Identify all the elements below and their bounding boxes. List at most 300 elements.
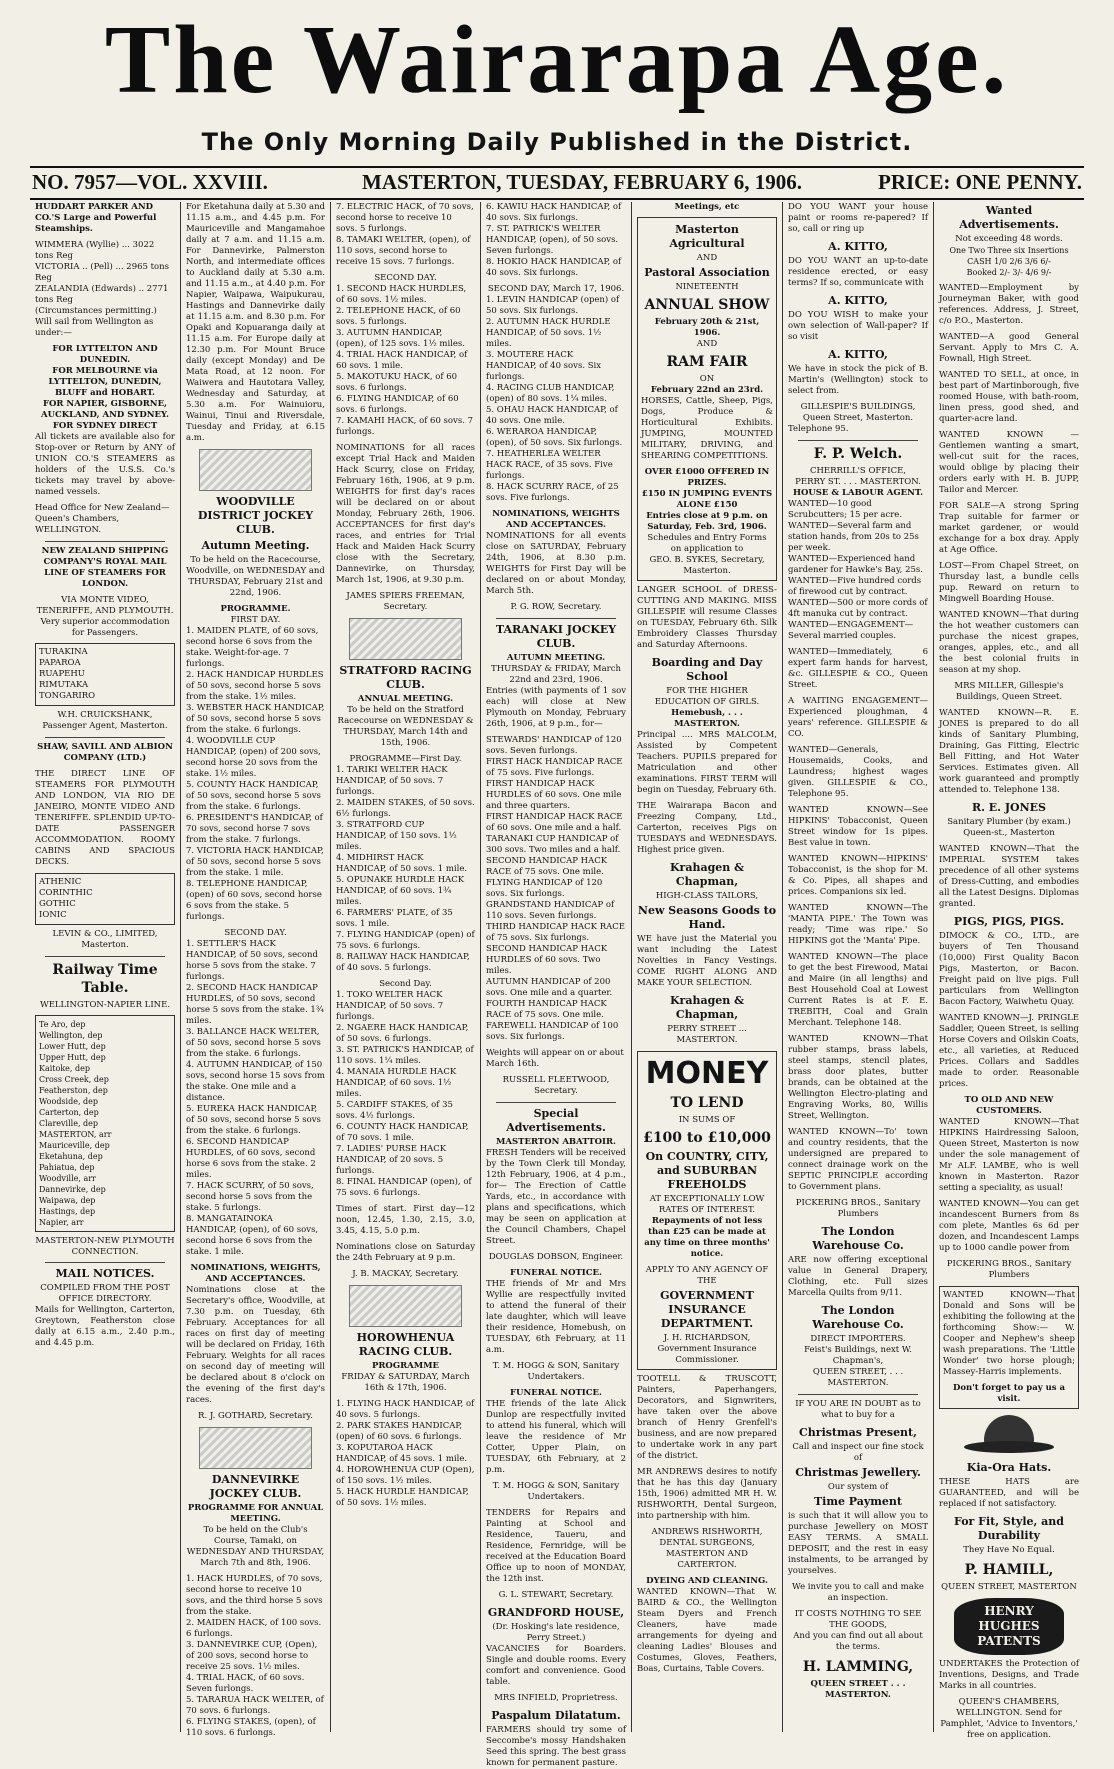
kitto-text: We have in stock the pick of B. Martin's (Wellington) stock to select from.	[788, 364, 928, 396]
xmas-invite: We invite you to call and make an inspection.	[792, 1582, 924, 1603]
race-entry: 3. MOUTERE HACK HANDICAP, of 40 sovs. Six furlongs.	[486, 350, 602, 382]
column-7	[933, 202, 1084, 1740]
show-and: AND	[696, 253, 718, 263]
show-advertisement	[637, 217, 777, 581]
show-signature: GEO. B. SYKES, Secretary, Masterton.	[649, 555, 765, 576]
race-entry: 7. VICTORIA HACK HANDICAP, of 50 sovs, second horse 5 sovs from the stake. 1 mile.	[186, 846, 324, 878]
ram-fair-on: ON	[699, 374, 715, 384]
shipping-line: VICTORIA .. (Pell) ... 2965 tons Reg	[35, 262, 169, 283]
krahagen-season: New Seasons Goods to Hand.	[637, 904, 777, 931]
station: Upper Hutt, dep	[39, 1053, 106, 1062]
xmas-text: is such that it will allow you to purchase Jewellery on MOST EASY TERMS. A SMALL DEPOSIT, and the rest in easy instalments, to be arranged by yourselves.	[788, 1511, 928, 1576]
show-dates: February 20th & 21st, 1906.	[654, 317, 760, 338]
mail-text: Mails for Wellington, Carterton, Greytown, Featherston close daily at 6.15 a.m., 2.40 p.m., and 4.45 p.m.	[35, 1305, 175, 1348]
race-entry: 3. DANNEVIRKE CUP, (Open), of 200 sovs, second horse to receive 25 sovs. 1½ miles.	[186, 1640, 318, 1672]
nzsc-heading: NEW ZEALAND SHIPPING COMPANY'S ROYAL MAIL LINE OF STEAMERS FOR LONDON.	[41, 546, 169, 589]
race-entry: 7. ELECTRIC HACK, of 70 sovs, second horse to receive 10 sovs. 5 furlongs.	[336, 202, 474, 234]
shipping-vessels	[35, 240, 175, 339]
route-heading: FOR SYDNEY DIRECT	[52, 421, 158, 431]
boarding-heading: Boarding and Day School	[651, 656, 763, 683]
list-item: MRS MILLER, Gillespie's Buildings, Queen Street.	[954, 681, 1064, 702]
station: Mauriceville, dep	[39, 1141, 110, 1150]
patents-text: UNDERTAKES the Protection of Inventions, Designs, and Trade Marks in all countries.	[939, 1659, 1079, 1691]
xmas-costs: IT COSTS NOTHING TO SEE THE GOODS,	[794, 1609, 922, 1630]
race-entry: 4. HOROWHENUA CUP (Open), of 150 sovs. 1½ miles.	[336, 1465, 475, 1486]
secretary-signature: R. J. GOTHARD, Secretary.	[198, 1411, 313, 1421]
shaw-heading: SHAW, SAVILL AND ALBION COMPANY (LTD.)	[37, 742, 173, 763]
race-entry: 6. WERAROA HANDICAP, (open), of 50 sovs. Six furlongs.	[486, 427, 623, 448]
station: Wellington, dep	[39, 1031, 103, 1040]
race-entry: 6. FARMERS' PLATE, of 35 sovs. 1 mile.	[336, 908, 453, 929]
list-item: WANTED KNOWN—That during the hot weather customers can purchase the nicest grapes, oranges, apples, etc., and all the best colonial fruits in season at my shop.	[939, 610, 1079, 675]
hipkins-text: WANTED KNOWN—That HIPKINS Hairdressing Saloon, Queen Street, Masterton is now under the sole management of Mr ALF. LAMBE, who is well known in Masterton. Razor setting a speciality, as usual!	[939, 1117, 1079, 1193]
xmas-find: And you can find out all about the terms.	[793, 1631, 923, 1652]
column-1	[30, 202, 180, 1732]
bottom-rule	[30, 198, 1084, 200]
krahagen-subheading: HIGH-CLASS TAILORS,	[655, 891, 759, 901]
race-entry: 4. MANAIA HURDLE HACK HANDICAP, of 60 sovs. 1½ miles.	[336, 1067, 457, 1099]
london-subheading: DIRECT IMPORTERS.	[810, 1334, 906, 1344]
times-text: Times of start. First day—12 noon, 12.45, 1.30, 2.15, 3.0, 3.45, 4.15, 5.0 p.m.	[336, 1204, 475, 1236]
station: Waipawa, dep	[39, 1196, 96, 1205]
steamer-name: GOTHIC	[39, 899, 76, 909]
ram-fair-title: RAM FAIR	[666, 354, 748, 370]
race-entry: 5. CARDIFF STAKES, of 35 sovs. 4½ furlongs.	[336, 1100, 453, 1121]
boarding-place: Hemebush, . . . MASTERTON.	[671, 708, 743, 729]
race-entry: 8. FINAL HANDICAP (open), of 75 sovs. 6 furlongs.	[336, 1177, 472, 1198]
list-item: WANTED—ENGAGEMENT—Several married couples.	[788, 620, 914, 641]
list-item: FOR SALE—A strong Spring Trap suitable for farmer or market gardener, or would exchange for a box dray. Apply at Age Office.	[939, 501, 1079, 555]
wanted-ads-heading: Wanted Advertisements.	[959, 204, 1059, 231]
shaw-steamer-table	[35, 873, 175, 925]
issue-info-bar	[32, 170, 1082, 196]
shipping-note: All tickets are available also for Stop-over or Return by ANY of UNION CO.'S STEAMERS as holders of the U.S.S. Co.'s tickets may travel by above-named vessels.	[35, 432, 175, 497]
london-text: ARE now offering exceptional value in General Drapery, Clothing, etc. Full sizes Marcella Quilts from 9/11.	[788, 1255, 928, 1298]
shaw-text: THE DIRECT LINE OF STEAMERS FOR PLYMOUTH AND LONDON, VIA RIO DE JANEIRO, MONTE VIDEO AND TENERIFFE. SPLENDID UP-TO-DATE PASSENGER ACCOMMODATION. ROOMY CABINS AND SPACIOUS DECKS.	[35, 769, 176, 867]
money-rates: AT EXCEPTIONALLY LOW RATES OF INTEREST.	[649, 1194, 765, 1215]
race-entry: 3. ST. PATRICK'S HANDICAP, of 110 sovs. 1¼ miles.	[336, 1045, 474, 1066]
horowhenua-heading: HOROWHENUA RACING CLUB.	[356, 1331, 455, 1358]
kitto-text: DO YOU WANT an up-to-date residence erected, or easy terms? If so, communicate with	[788, 256, 928, 288]
race-entry: 7. LADIES' PURSE HACK HANDICAP, of 20 sovs. 5 furlongs.	[336, 1144, 447, 1176]
list-item: WANTED KNOWN—HIPKINS' Tobacconist, is the shop for M. & Co. Pipes, all shapes and prices. Companions six led.	[788, 854, 928, 897]
railway-timetable	[35, 1015, 175, 1232]
dannevirke-heading: DANNEVIRKE JOCKEY CLUB.	[209, 1473, 302, 1500]
funeral-heading: FUNERAL NOTICE.	[510, 1388, 602, 1398]
list-item: WANTED KNOWN—That rubber stamps, brass labels, steel stamps, stencil plates, brass door plates, butter brands, can be obtained at the Wellington Electro-plating and Engraving Works, 80, Willis Street, Wellington.	[788, 1034, 928, 1121]
shaw-agent: LEVIN & CO., LIMITED, Masterton.	[52, 929, 158, 950]
race-entry: 4. TRIAL HACK, of 60 sovs. Seven furlongs.	[186, 1673, 305, 1694]
race-entry: 6. PRESIDENT'S HANDICAP, of 70 sovs, second horse 7 sovs from the stake. 7 furlongs.	[186, 813, 323, 845]
money-heading-2: TO LEND	[670, 1095, 744, 1111]
station: Eketahuna, dep	[39, 1152, 103, 1161]
station: Dannevirke, dep	[39, 1185, 106, 1194]
divider	[798, 1394, 918, 1395]
kitto-name: A. KITTO,	[828, 348, 888, 361]
welch-subheading: CHERRILL'S OFFICE,	[810, 466, 906, 476]
station: Clareville, dep	[39, 1119, 98, 1128]
donald-text: WANTED KNOWN—That Donald and Sons will be exhibiting the following at the forthcoming Show:— W. Cooper and Nephew's sheep wash preparations. The 'Little Wonder' two horse plough; Massey-Harris implements.	[943, 1290, 1075, 1377]
list-item: WANTED—Five hundred cords of firewood cut by contract.	[788, 576, 922, 597]
jones-text: WANTED KNOWN—R. E. JONES is prepared to do all kinds of Sanitary Plumbing, Draining, Gas Fitting, Electric Bell Fitting, and Hot Water Services. Estimates given. All work guaranteed and promptly attended to. Telephone 138.	[939, 708, 1079, 795]
secretary-signature: P. G. ROW, Secretary.	[510, 602, 602, 612]
railway-subheading-2: MASTERTON-NEW PLYMOUTH CONNECTION.	[35, 1236, 175, 1257]
boarding-text: Principal .... MRS MALCOLM, Assisted by Competent Teachers. PUPILS prepared for Matriculation and other examinations. FIRST TERM will begin on Tuesday, February 6th.	[637, 730, 777, 795]
list-item: LOST—From Chapel Street, on Thursday last, a bundle cells pup. Reward on return to Mingwell Boarding House.	[939, 561, 1079, 604]
kitto-name: A. KITTO,	[828, 240, 888, 253]
column-4	[480, 202, 631, 1768]
dimock-text: DIMOCK & CO., LTD., are buyers of Ten Thousand (10,000) First Quality Bacon Pigs, Masterton, or Bacon. Freight paid on live pigs. Full particulars from Wellington Bacon Factory, Waiwhetu Quay.	[939, 931, 1079, 1007]
race-entry: 6. FLYING STAKES, (open), of 110 sovs. 6 furlongs.	[186, 1717, 316, 1738]
london-address: Feist's Buildings, next W. Chapman's,	[804, 1345, 912, 1366]
hamill-address: QUEEN STREET, MASTERTON	[941, 1582, 1077, 1592]
money-sums: IN SUMS OF	[678, 1115, 736, 1125]
list-item: WANTED TO SELL, at once, in best part of Martinborough, five roomed House, with bath-room, linen press, good shed, and quarter-acre land.	[939, 370, 1079, 424]
race-entry: FOURTH HANDICAP HACK RACE of 75 sovs. One mile.	[486, 999, 607, 1020]
kiaora-fit: For Fit, Style, and Durability	[954, 1515, 1064, 1542]
secretary-signature: JAMES SPIERS FREEMAN, Secretary.	[346, 591, 465, 612]
nzsc-note: Very superior accommodation for Passengers.	[40, 617, 170, 638]
race-entry: 1. LEVIN HANDICAP (open) of 50 sovs. Six furlongs.	[486, 295, 620, 316]
dress-cutting-text: LANGER SCHOOL of DRESS-CUTTING AND MAKING. MISS GILLESPIE will resume Classes on TUESDAY, February 6th. Silk Embroidery Classes Thursday and Saturday Afternoons.	[637, 585, 777, 650]
race-entry: AUTUMN HANDICAP of 200 sovs. One mile and a quarter.	[486, 977, 613, 998]
steamer-name: CORINTHIC	[39, 888, 93, 898]
kitto-text: DO YOU WANT your house paint or rooms re-papered? If so, call or ring up	[788, 202, 928, 234]
race-entry: FIRST HACK HANDICAP RACE of 75 sovs. Five furlongs.	[486, 757, 623, 778]
steamer-name: RUAPEHU	[39, 669, 85, 679]
issue-place-date: MASTERTON, TUESDAY, FEBRUARY 6, 1906.	[362, 170, 803, 194]
show-prizes: OVER £1000 OFFERED IN PRIZES.	[644, 467, 770, 488]
railway-heading: Railway Time Table.	[52, 962, 158, 996]
andrews-signature: ANDREWS RISHWORTH, DENTAL SURGEONS, MASTERTON AND CARTERTON.	[651, 1527, 763, 1570]
divider	[45, 541, 165, 542]
race-entry: 1. FLYING HACK HANDICAP, of 40 sovs. 5 furlongs.	[336, 1399, 475, 1420]
paspalum-heading: Paspalum Dilatatum.	[491, 1709, 621, 1722]
london-street: QUEEN STREET, . . . MASTERTON.	[812, 1367, 904, 1388]
xmas-system: Our system of	[827, 1482, 889, 1492]
stratford-subheading: ANNUAL MEETING.	[357, 694, 454, 704]
race-entry: 6. KAWIU HACK HANDICAP, of 40 sovs. Six furlongs.	[486, 202, 622, 223]
tenders-text: TENDERS for Repairs and Painting at School and Residence, Taueru, and Residence, Fernridge, will be received at the Education Board Office up to noon of MONDAY, the 12th inst.	[486, 1508, 626, 1584]
money-heading: MONEY	[645, 1056, 769, 1091]
funeral-signature: T. M. HOGG & SON, Sanitary Undertakers.	[492, 1361, 620, 1382]
racehorse-illustration	[199, 449, 312, 491]
divider	[45, 737, 165, 738]
race-entry: 8. MANGATAINOKA HANDICAP, (open), of 60 sovs, second horse 6 sovs from the stake. 1 mile.	[186, 1214, 319, 1257]
show-ordinal: NINETEENTH	[675, 282, 739, 292]
abattoir-text: FRESH Tenders will be received by the Town Clerk till Monday, 12th February, 1906, at 4 p.m., for— The Erection of Cattle Yards, etc., in accordance with plans and specifications, which may be seen on application at the Council Chambers, Chapel Street.	[486, 1148, 626, 1246]
andrews-text: MR ANDREWS desires to notify that he has this day (January 15th, 1906) admitted MR H. W. RISHWORTH, Dental Surgeon, into partnership with him.	[637, 1467, 777, 1521]
issue-number: NO. 7957—VOL. XXVIII.	[32, 170, 268, 194]
patents-address: QUEEN'S CHAMBERS, WELLINGTON. Send for Pamphlet, 'Advice to Inventors,' free on application.	[940, 1697, 1078, 1740]
column-2	[180, 202, 330, 1738]
grandford-signature: MRS INFIELD, Proprietress.	[494, 1693, 618, 1703]
station: Te Aro, dep	[39, 1020, 86, 1029]
list-item: WANTED—Employment by Journeyman Baker, with good references. Address, J. Street, c/o P.O., Masterton.	[939, 283, 1079, 326]
nominations-text: NOMINATIONS for all races except Trial Hack and Maiden Hack Scurry, close on Friday, February 16th, 1906, at 9 p.m. WEIGHTS for first day's races will be declared on or about Monday, February 26th, 1906. ACCEPTANCES for first day's races, and entries for Trial Hack and Maiden Hack Scurry close with the Secretary, Dannevirke, on Thursday, March 1st, 1906, at 9.30 p.m.	[336, 443, 475, 585]
nzsc-route: VIA MONTE VIDEO, TENERIFFE, AND PLYMOUTH.	[36, 595, 174, 616]
steamer-name: PAPAROA	[39, 658, 81, 668]
station: Kaitoke, dep	[39, 1064, 90, 1073]
wanted-ads-list	[939, 283, 1079, 703]
racehorse-illustration	[349, 618, 462, 660]
pickering-signature: PICKERING BROS., Sanitary Plumbers	[946, 1259, 1072, 1280]
woodville-text: To be held on the Racecourse, Woodville, on WEDNESDAY and THURSDAY, February 21st and 22nd, 1906.	[186, 555, 325, 598]
lamming-address: QUEEN STREET . . . MASTERTON.	[810, 1679, 906, 1700]
race-entry: 2. MAIDEN STAKES, of 50 sovs. 6½ furlongs.	[336, 798, 475, 819]
hamill-name: P. HAMILL,	[964, 1562, 1054, 1578]
column-5	[631, 202, 782, 1732]
race-entry: FLYING HANDICAP of 120 sovs. Six furlongs.	[486, 878, 603, 899]
kitto-telephone: Telephone 95.	[788, 424, 849, 434]
race-entry: 1. TARIKI WELTER HACK HANDICAP, of 50 sovs. 7 furlongs.	[336, 765, 448, 797]
second-day-label: Second Day.	[379, 979, 432, 989]
race-entry: 2. SECOND HACK HANDICAP HURDLES, of 50 sovs, second horse 5 sovs from the stake. 1¾ miles.	[186, 983, 324, 1026]
money-on: On COUNTRY, CITY, and SUBURBAN FREEHOLDS	[645, 1150, 769, 1191]
list-item: WANTED KNOWN—The 'MANTA PIPE.' The Town was ready; 'Time was ripe.' So HIPKINS got the 'Manta' Pipe.	[788, 903, 928, 946]
race-entry: 5. OHAU HACK HANDICAP, of 40 sovs. One mile.	[486, 405, 618, 426]
top-rule	[30, 166, 1084, 168]
list-item: WANTED—Experienced hand gardener for Hawke's Bay, 25s.	[788, 554, 923, 575]
race-entry: 4. TRIAL HACK HANDICAP, of 60 sovs. 1 mile.	[336, 350, 468, 371]
dont-forget: Don't forget to pay us a visit.	[952, 1383, 1066, 1404]
steamer-name: ATHENIC	[39, 877, 82, 887]
programme-first-label: PROGRAMME—First Day.	[349, 754, 462, 764]
race-entry: 5. COUNTY HACK HANDICAP, of 50 sovs, second horse 5 sovs from the stake. 6 furlongs.	[186, 780, 321, 812]
race-list	[336, 990, 475, 1199]
second-day-label: SECOND DAY.	[224, 928, 287, 938]
divider	[496, 1102, 616, 1103]
pringle-text: WANTED KNOWN—J. PRINGLE Saddler, Queen Street, is selling Horse Covers and Oilskin Coats, etc., all varieties, at Reduced Prices. Collars and Saddles made to order. Reasonable prices.	[939, 1013, 1079, 1089]
london-heading: The London Warehouse Co.	[812, 1225, 904, 1252]
race-entry: 1. TOKO WELTER HACK HANDICAP, of 50 sovs. 7 furlongs.	[336, 990, 444, 1022]
list-item: WANTED—Immediately, 6 expert farm hands for harvest, &c. GILLESPIE & CO., Queen Street.	[788, 647, 928, 690]
taranaki-dates: THURSDAY & FRIDAY, March 22nd and 23rd, 1906.	[491, 664, 621, 685]
money-repayments: Repayments of not less than £25 can be made at any time on three months' notice.	[644, 1216, 770, 1259]
krahagen-footer: Krahagen & Chapman,	[669, 994, 745, 1021]
horowhenua-text: FRIDAY & SATURDAY, March 16th & 17th, 1906.	[341, 1372, 470, 1393]
station: MASTERTON, arr	[39, 1130, 112, 1139]
race-entry: THIRD HANDICAP HACK RACE of 75 sovs. Six furlongs.	[486, 922, 625, 943]
horse-illustration	[349, 1285, 462, 1327]
race-list	[486, 735, 626, 1043]
paspalum-text: FARMERS should try some of Seccombe's mossy Handshaken Seed this spring. The best grass known for permanent pasture.	[486, 1725, 626, 1768]
meetings-heading: Meetings, etc	[674, 202, 740, 212]
race-entry: SECOND HANDICAP HACK RACE of 75 sovs. One mile.	[486, 856, 608, 877]
route-heading: FOR MELBOURNE via LYTTELTON, DUNEDIN, BLUFF and HOBART.	[48, 366, 162, 398]
shipping-line: WIMMERA (Wyllie) ... 3022 tons Reg	[35, 240, 155, 261]
nzsc-steamer-table	[35, 643, 175, 706]
station: Featherston, dep	[39, 1086, 108, 1095]
race-list	[336, 765, 475, 974]
money-department: GOVERNMENT INSURANCE DEPARTMENT.	[660, 1289, 754, 1330]
programme-label: PROGRAMME.	[220, 604, 291, 614]
race-entry: 4. RACING CLUB HANDICAP, (open) of 80 sovs. 1¼ miles.	[486, 383, 615, 404]
tootell-text: TOOTELL & TRUSCOTT, Painters, Paperhangers, Decorators, and Signwriters, have taken over the above branch of Henry Grenfell's business, and are now prepared to undertake work in any part of the district.	[637, 1374, 777, 1461]
stratford-heading: STRATFORD RACING CLUB.	[339, 664, 472, 691]
dyeing-heading: DYEING AND CLEANING.	[646, 1576, 768, 1586]
race-entry: 8. TAMAKI WELTER, (open), of 110 sovs, second horse to receive 15 sovs. 7 furlongs.	[336, 235, 471, 267]
jones-signature: R. E. JONES	[971, 801, 1046, 814]
tenders-signature: G. L. STEWART, Secretary.	[498, 1590, 614, 1600]
nominations-heading: NOMINATIONS, WEIGHTS, AND ACCEPTANCES.	[190, 1263, 321, 1284]
london-heading-2: The London Warehouse Co.	[812, 1304, 904, 1331]
race-entry: 1. MAIDEN PLATE, of 60 sovs, second horse 6 sovs from the stake. Weight-for-age. 7 furlongs.	[186, 626, 319, 669]
taranaki-subheading: AUTUMN MEETING.	[506, 653, 606, 663]
wanted-note: Not exceeding 48 words.	[955, 234, 1063, 244]
xmas-heading: Christmas Present,	[799, 1426, 917, 1439]
shipping-ad-heading: HUDDART PARKER AND CO.'S Large and Powerful Steamships.	[35, 202, 157, 234]
race-entry: 8. RAILWAY HACK HANDICAP, of 40 sovs. 5 furlongs.	[336, 952, 470, 973]
list-item: WANTED—10 good Scrubcutters; 15 per acre.	[788, 499, 903, 520]
issue-price: PRICE: ONE PENNY.	[878, 170, 1082, 194]
station: Woodside, dep	[39, 1097, 99, 1106]
taranaki-entries: Entries (with payments of 1 sov each) will close at New Plymouth on Monday, February 26th, 1906, at 9 p.m., for—	[486, 686, 626, 729]
show-close: Entries close at 9 p.m. on Saturday, Feb. 3rd, 1906.	[646, 511, 768, 532]
xmas-jewellery: Christmas Jewellery.	[795, 1466, 921, 1479]
race-entry: 6. COUNTY HACK HANDICAP, of 70 sovs. 1 mile.	[336, 1122, 469, 1143]
column-3	[330, 202, 480, 1732]
race-entry: FIRST HANDICAP HACK RACE of 60 sovs. One mile and a half.	[486, 812, 623, 833]
shipping-line: Will sail from Wellington as under:—	[35, 317, 154, 338]
show-classes: HORSES, Cattle, Sheep, Pigs, Dogs, Produce & Horticultural Exhibits. JUMPING, MOUNTED MILITARY, DRIVING, and SHEARING COMPETITIONS.	[641, 396, 773, 461]
steamer-name: IONIC	[39, 910, 67, 920]
race-entry: 5. TARARUA HACK WELTER, of 70 sovs. 6 furlongs.	[186, 1695, 324, 1716]
columns	[30, 202, 1084, 1768]
funeral-heading: FUNERAL NOTICE.	[510, 1268, 602, 1278]
hat-illustration	[964, 1415, 1054, 1455]
race-list	[486, 202, 626, 279]
second-day-label: SECOND DAY.	[374, 273, 437, 283]
special-ads-heading: Special Advertisements.	[506, 1107, 606, 1134]
race-list	[486, 295, 626, 504]
race-entry: 2. MAIDEN HACK, of 100 sovs. 6 furlongs.	[186, 1618, 322, 1639]
grandford-text: VACANCIES for Boarders. Single and double rooms. Every comfort and convenience. Good table.	[486, 1644, 626, 1687]
money-range: £100 to £10,000	[643, 1130, 771, 1146]
mail-continued: For Eketahuna daily at 5.30 and 11.15 a.m., and 4.45 p.m. For Mauriceville and Mangamahoe daily at 7 a.m. and 11.15 a.m. For Dannevirke, Palmerston North, and intermediate offices to Auckland daily at 5.30 a.m. and 11.15 a.m., at 4.40 p.m. For Napier, Waipawa, Waipukurau, Hastings and Dannevirke daily at 11.15 a.m. and 8.30 p.m. For Opaki and Kopuaranga daily at 11.15 a.m. For Europe daily at 12.30 p.m. For Mount Bruce daily (except Monday) and De Mata Road, at 12 noon. For Waiwera and Hautotara Valley, Wednesday and Saturday, at 5.30 a.m. For Wainuioru, Wainui, Tinui and Riversdale, Tuesday and Friday, at 6.15 a.m.	[186, 202, 325, 443]
race-list	[186, 626, 325, 923]
race-entry: 7. ST. PATRICK'S WELTER HANDICAP, (open), of 50 sovs. Seven furlongs.	[486, 224, 619, 256]
wanted-cash: CASH 1/0 2/6 3/6 6/-	[967, 257, 1051, 266]
show-title: ANNUAL SHOW	[644, 297, 770, 313]
race-entry: 5. OPUNAKE HURDLE HACK HANDICAP, of 60 sovs. 1¾ miles.	[336, 875, 465, 907]
first-day-label: FIRST DAY.	[230, 615, 281, 625]
money-signature: J. H. RICHARDSON, Government Insurance Commissioner.	[657, 1333, 757, 1365]
kitto-name: A. KITTO,	[828, 294, 888, 307]
shipping-office: Head Office for New Zealand—Queen's Chambers, WELLINGTON.	[35, 503, 170, 535]
race-entry: 7. KAMAHI HACK, of 60 sovs. 7 furlongs.	[336, 416, 474, 437]
secretary-signature: J. B. MACKAY, Secretary.	[352, 1269, 459, 1279]
show-heading-1: Masterton Agricultural	[669, 223, 745, 250]
nominations-text: Nominations close at the Secretary's office, Woodville, at 7.30 p.m. on Tuesday, 6th February. Acceptances for all races on first day of meeting will be declared on Friday, 16th February. Weights for all races on second day of meeting will be declared about 8 o'clock on the evening of the first day's races.	[186, 1285, 325, 1405]
dyeing-text: WANTED KNOWN—That W. BAIRD & CO., the Wellington Steam Dyers and French Cleaners, have made arrangements for dyeing and cleaning Ladies' Blouses and Costumes, Gloves, Feathers, Boas, Curtains, Table Covers.	[637, 1587, 777, 1674]
station: Woodville, arr	[39, 1174, 96, 1183]
race-entry: 7. FLYING HANDICAP (open) of 75 sovs. 6 furlongs.	[336, 930, 475, 951]
steamer-name: TONGARIRO	[39, 691, 96, 701]
dannevirke-text: To be held on the Club's Course, Tamaki, on WEDNESDAY AND THURSDAY, March 7th and 8th, 1906.	[186, 1525, 325, 1568]
shipping-line: ZEALANDIA (Edwards) .. 2771 tons Reg	[35, 284, 169, 305]
race-list	[186, 939, 325, 1258]
list-item: WANTED KNOWN — Gentlemen wanting a smart, well-cut suit for the races, would oblige by placing their orders early with H. B. JUPP, Tailor and Mercer.	[939, 430, 1079, 495]
race-entry: 1. SETTLER'S HACK HANDICAP, of 50 sovs, second horse 5 sovs from the stake. 7 furlongs.	[186, 939, 318, 982]
race-list	[336, 1399, 475, 1509]
welch-label: HOUSE & LABOUR AGENT.	[792, 488, 924, 498]
race-entry: GRANDSTAND HANDICAP of 110 sovs. Seven furlongs.	[486, 900, 615, 921]
race-list	[186, 1574, 325, 1739]
kiaora-heading: Kia-Ora Hats.	[966, 1461, 1052, 1474]
race-entry: 3. KOPUTAROA HACK HANDICAP, of 45 sovs. 1 mile.	[336, 1443, 468, 1464]
show-heading-2: Pastoral Association	[644, 266, 770, 279]
nominations-heading: NOMINATIONS, WEIGHTS AND ACCEPTANCES.	[492, 509, 620, 530]
krahagen-address: PERRY STREET ... MASTERTON.	[667, 1024, 747, 1045]
stratford-text: To be held on the Stratford Racecourse on WEDNESDAY & THURSDAY, March 14th and 15th, 1906.	[337, 705, 474, 748]
list-item: WANTED—A good General Servant. Apply to Mrs C. A. Fownall, High Street.	[939, 332, 1079, 364]
nominations-text: NOMINATIONS for all events close on SATURDAY, February 24th, 1906, at 8.30 p.m. WEIGHTS for First Day will be declared on or about Monday, March 5th.	[486, 531, 626, 596]
secretary-signature: RUSSELL FLEETWOOD, Secretary.	[502, 1075, 610, 1096]
race-entry: FIRST HANDICAP HACK HURDLES of 60 sovs. One mile and three quarters.	[486, 779, 622, 811]
xmas-intro: IF YOU ARE IN DOUBT as to what to buy for a	[795, 1399, 921, 1420]
ram-fair-dates: February 22nd an 23rd.	[650, 385, 764, 395]
race-entry: 5. EUREKA HACK HANDICAP, of 50 sovs, second horse 5 sovs from the stake. 6 furlongs.	[186, 1104, 321, 1136]
show-jumping: £150 IN JUMPING EVENTS ALONE £150	[641, 489, 773, 510]
race-entry: 8. TELEPHONE HANDICAP, (open) of 60 sovs, second horse 6 sovs from the stake. 5 furlongs.	[186, 879, 322, 922]
mail-subheading: COMPILED FROM THE POST OFFICE DIRECTORY.	[40, 1283, 170, 1304]
imperial-text: WANTED KNOWN—That the IMPERIAL SYSTEM takes precedence of all other systems of Dress-Cutting, and embodies all the Latest Designs. Diplomas granted.	[939, 844, 1079, 909]
taranaki-note: Weights will appear on or about March 16th.	[486, 1048, 624, 1069]
xmas-time-payment: Time Payment	[813, 1495, 903, 1508]
race-entry: 1. SECOND HACK HURDLES, of 60 sovs. 1½ miles.	[336, 284, 467, 305]
money-to-lend-ad	[637, 1051, 777, 1370]
railway-subheading: WELLINGTON-NAPIER LINE.	[39, 1000, 171, 1010]
divider	[45, 1262, 165, 1263]
horowhenua-subheading: PROGRAMME	[371, 1361, 440, 1371]
race-entry: 6. FLYING HANDICAP, of 60 sovs. 6 furlongs.	[336, 394, 459, 415]
grandford-heading: GRANDFORD HOUSE,	[487, 1606, 625, 1619]
list-item: WANTED—Generals, Housemaids, Cooks, and Laundress; highest wages given. GILLESPIE & CO., Telephone 95.	[788, 745, 928, 799]
race-entry: 4. WOODVILLE CUP HANDICAP, (open) of 200 sovs, second horse 20 sovs from the stake. 1½ miles.	[186, 736, 321, 779]
pigs-heading: PIGS, PIGS, PIGS.	[953, 915, 1065, 928]
abattoir-signature: DOUGLAS DOBSON, Engineer.	[488, 1252, 624, 1262]
route-heading: FOR NAPIER, GISBORNE, AUCKLAND, AND SYDNEY.	[41, 399, 169, 420]
race-entry: 8. HACK SCURRY RACE, of 25 sovs. Five furlongs.	[486, 482, 619, 503]
race-list	[336, 284, 475, 438]
taranaki-heading: TARANAKI JOCKEY CLUB.	[495, 623, 617, 650]
horse-illustration	[199, 1427, 312, 1469]
pickering-text: WANTED KNOWN—You can get incandescent Burners from 8s com plete, Mantles 6s 6d per dozen, and Incandescent Lamps up to 1000 candle power from	[939, 1199, 1079, 1253]
bacon-company-text: THE Wairarapa Bacon and Freezing Company, Ltd., Carterton, receives Pigs on TUESDAYS and WEDNESDAYS. Highest price given.	[637, 801, 777, 855]
show-schedules: Schedules and Entry Forms on application to	[647, 533, 767, 554]
list-item: WANTED KNOWN—The place to get the best Firewood, Matai and Maire (in all lengths) and Best Household Coal at Lowest Current Rates is at F. E. TREBITH, Coal and Grain Merchant. Telephone 148.	[788, 952, 928, 1028]
station: Napier, arr	[39, 1218, 84, 1227]
second-day-label: SECOND DAY, March 17, 1906.	[487, 284, 625, 294]
race-entry: 4. AUTUMN HANDICAP, of 150 sovs, second horse 15 sovs from the stake. One mile and a distance.	[186, 1060, 325, 1103]
list-item: WANTED—Several farm and station hands, from 20s to 25s per week.	[788, 521, 919, 553]
station: Carterton, dep	[39, 1108, 99, 1117]
shipping-line: (Circumstances permitting.)	[35, 306, 157, 316]
station: Pahiatua, dep	[39, 1163, 95, 1172]
mail-heading: MAIL NOTICES.	[55, 1267, 155, 1280]
race-entry: 4. MIDHIRST HACK HANDICAP, of 50 sovs. 1 mile.	[336, 853, 468, 874]
kitto-text: DO YOU WISH to make your own selection of Wall-paper? If so visit	[788, 310, 928, 342]
divider	[798, 440, 918, 441]
divider	[45, 956, 165, 957]
krahagen-heading: Krahagen & Chapman,	[669, 861, 745, 888]
masthead	[0, 0, 1114, 190]
woodville-subheading: Autumn Meeting.	[201, 539, 310, 552]
race-entry: 1. HACK HURDLES, of 70 sovs, second horse to receive 10 sovs, and the third horse 5 sovs from the stake.	[186, 1574, 323, 1617]
steamer-name: RIMUTAKA	[39, 680, 89, 690]
race-entry: 2. AUTUMN HACK HURDLE HANDICAP, of 50 sovs. 1½ miles.	[486, 317, 611, 349]
